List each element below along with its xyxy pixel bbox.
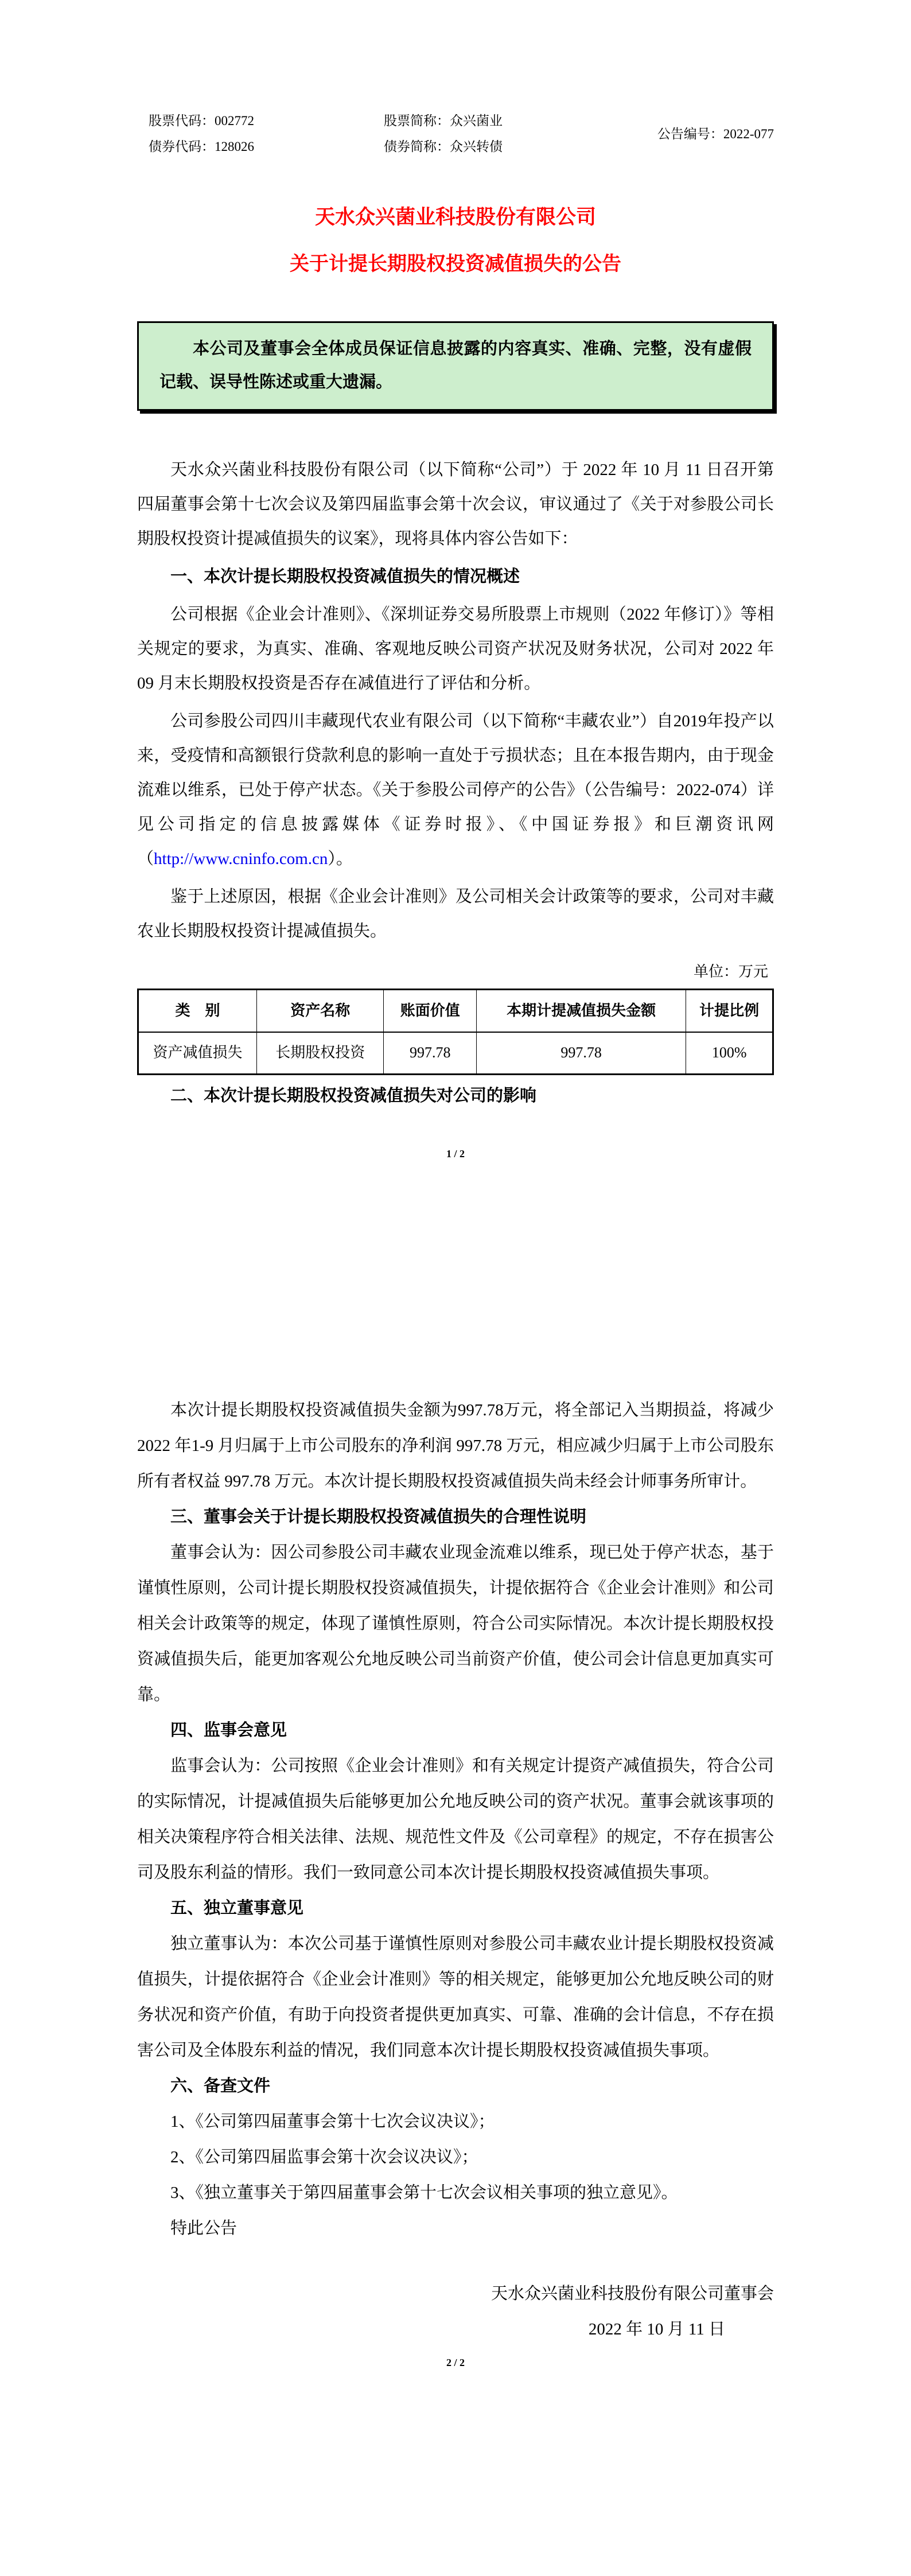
page-number-2: 2 / 2: [446, 2357, 465, 2368]
paragraph-fengzang-text: 公司参股公司四川丰藏现代农业有限公司（以下简称“丰藏农业”）自2019年投产以来，受疫情和高额银行贷款利息的影响一直处于亏损状态；且在本报告期内，由于现金流难以维系，已处于停产状态。《关于参股公司停产的公告》（公告编号：2022-074）详见公司指定的信息披露媒体《证券时报》、《中国证券报》和巨潮资讯网（: [137, 712, 774, 868]
page1-body: [137, 453, 774, 1113]
cell-asset-name: 长期股权投资: [257, 1032, 384, 1075]
announcement-number: 公告编号：2022-077: [657, 126, 774, 141]
paragraph-impact: 本次计提长期股权投资减值损失金额为997.78万元，将全部记入当期损益，将减少 2022 年1-9 月归属于上市公司股东的净利润 997.78 万元，相应减少归属于上市公司股东所有者权益 997.78 万元。本次计提长期股权投资减值损失尚未经会计师事务所审计。: [137, 1401, 774, 1491]
paragraph-basis: 公司根据《企业会计准则》、《深圳证券交易所股票上市规则（2022 年修订）》等相关规定的要求，为真实、准确、客观地反映公司资产状况及财务状况，公司对 2022 年 09 月末长期股权投资是否存在减值进行了评估和分析。: [137, 605, 774, 692]
table-unit-label: 单位：万元: [693, 963, 768, 980]
paragraph-conclusion: 鉴于上述原因，根据《企业会计准则》及公司相关会计政策等的要求，公司对丰藏农业长期股权投资计提减值损失。: [137, 888, 774, 940]
cell-provision-ratio: 100%: [686, 1032, 773, 1075]
col-category: 类 别: [138, 990, 257, 1032]
cninfo-link[interactable]: http://www.cninfo.com.cn: [154, 850, 328, 868]
announcement-date: 2022 年 10 月 11 日: [588, 2320, 725, 2338]
page-number-1: 1 / 2: [446, 1148, 465, 1159]
bond-code: 债券代码：128026: [149, 139, 254, 154]
paragraph-independent-directors-opinion: 独立董事认为：本次公司基于谨慎性原则对参股公司丰藏农业计提长期股权投资减值损失，计提依据符合《企业会计准则》等的相关规定，能够更加公允地反映公司的财务状况和资产价值，有助于向投资者提供更加真实、可靠、准确的会计信息，不存在损害公司及全体股东利益的情况，我们同意本次计提长期股权投资减值损失事项。: [137, 1935, 774, 2060]
bond-name: 债券简称：众兴转债: [384, 139, 503, 154]
section-3-heading: 三、董事会关于计提长期股权投资减值损失的合理性说明: [170, 1508, 587, 1526]
stock-name: 股票简称：众兴菌业: [384, 114, 503, 128]
securities-info-header: [137, 108, 774, 159]
intro-paragraph: 天水众兴菌业科技股份有限公司（以下简称“公司”）于 2022 年 10 月 11 日召开第四届董事会第十七次会议及第四届监事会第十次会议，审议通过了《关于对参股公司长期股权投资计提减值损失的议案》，现将具体内容公告如下：: [137, 461, 774, 548]
col-provision-ratio: 计提比例: [686, 990, 773, 1032]
impairment-table: [137, 989, 774, 1075]
closing-statement: 特此公告: [170, 2219, 238, 2238]
cell-impairment-amount: 997.78: [477, 1032, 686, 1075]
col-asset-name: 资产名称: [257, 990, 384, 1032]
table-header-row: [138, 990, 773, 1032]
section-2-heading: 二、本次计提长期股权投资减值损失对公司的影响: [170, 1087, 537, 1105]
codes-column: [137, 108, 384, 159]
section-1-heading: 一、本次计提长期股权投资减值损失的情况概述: [170, 567, 520, 586]
stock-code: 股票代码：002772: [149, 114, 254, 128]
document-page-1: [0, 108, 911, 1162]
reference-doc-1: 1、《公司第四届董事会第十七次会议决议》；: [170, 2112, 495, 2131]
section-6-heading: 六、备查文件: [170, 2077, 271, 2095]
document-page-2: [0, 1288, 911, 2371]
announcement-subject: 关于计提长期股权投资减值损失的公告: [290, 254, 621, 275]
cell-category: 资产减值损失: [138, 1032, 257, 1075]
paragraph-supervisors-opinion: 监事会认为：公司按照《企业会计准则》和有关规定计提资产减值损失，符合公司的实际情况，计提减值损失后能够更加公允地反映公司的资产状况。董事会就该事项的相关决策程序符合相关法律、法规、规范性文件及《公司章程》的规定，不存在损害公司及股东利益的情形。我们一致同意公司本次计提长期股权投资减值损失事项。: [137, 1757, 774, 1882]
col-impairment-amount: 本期计提减值损失金额: [477, 990, 686, 1032]
cell-book-value: 997.78: [384, 1032, 477, 1075]
names-column: [384, 108, 630, 159]
section-5-heading: 五、独立董事意见: [170, 1899, 304, 1917]
paragraph-fengzang: [137, 704, 774, 876]
paragraph-board-opinion: 董事会认为：因公司参股公司丰藏农业现金流难以维系，现已处于停产状态，基于谨慎性原则，公司计提长期股权投资减值损失，计提依据符合《企业会计准则》和公司相关会计政策等的规定，体现了谨慎性原则，符合公司实际情况。本次计提长期股权投资减值损失后，能更加客观公允地反映公司当前资产价值，使公司会计信息更加真实可靠。: [137, 1543, 774, 1704]
company-title: 天水众兴菌业科技股份有限公司: [314, 206, 596, 228]
board-signature: 天水众兴菌业科技股份有限公司董事会: [490, 2285, 774, 2303]
reference-doc-2: 2、《公司第四届监事会第十次会议决议》；: [170, 2148, 478, 2166]
disclosure-notice-box: [137, 321, 774, 411]
table-row: [138, 1032, 773, 1075]
disclosure-notice-text: 本公司及董事会全体成员保证信息披露的内容真实、准确、完整，没有虚假记载、误导性陈述或重大遗漏。: [159, 340, 752, 391]
col-book-value: 账面价值: [384, 990, 477, 1032]
section-4-heading: 四、监事会意见: [170, 1721, 287, 1740]
page2-body: [137, 1288, 774, 2347]
reference-doc-3: 3、《独立董事关于第四届董事会第十七次会议相关事项的独立意见》。: [170, 2184, 678, 2202]
paragraph-fengzang-tail: ）。: [328, 850, 353, 868]
